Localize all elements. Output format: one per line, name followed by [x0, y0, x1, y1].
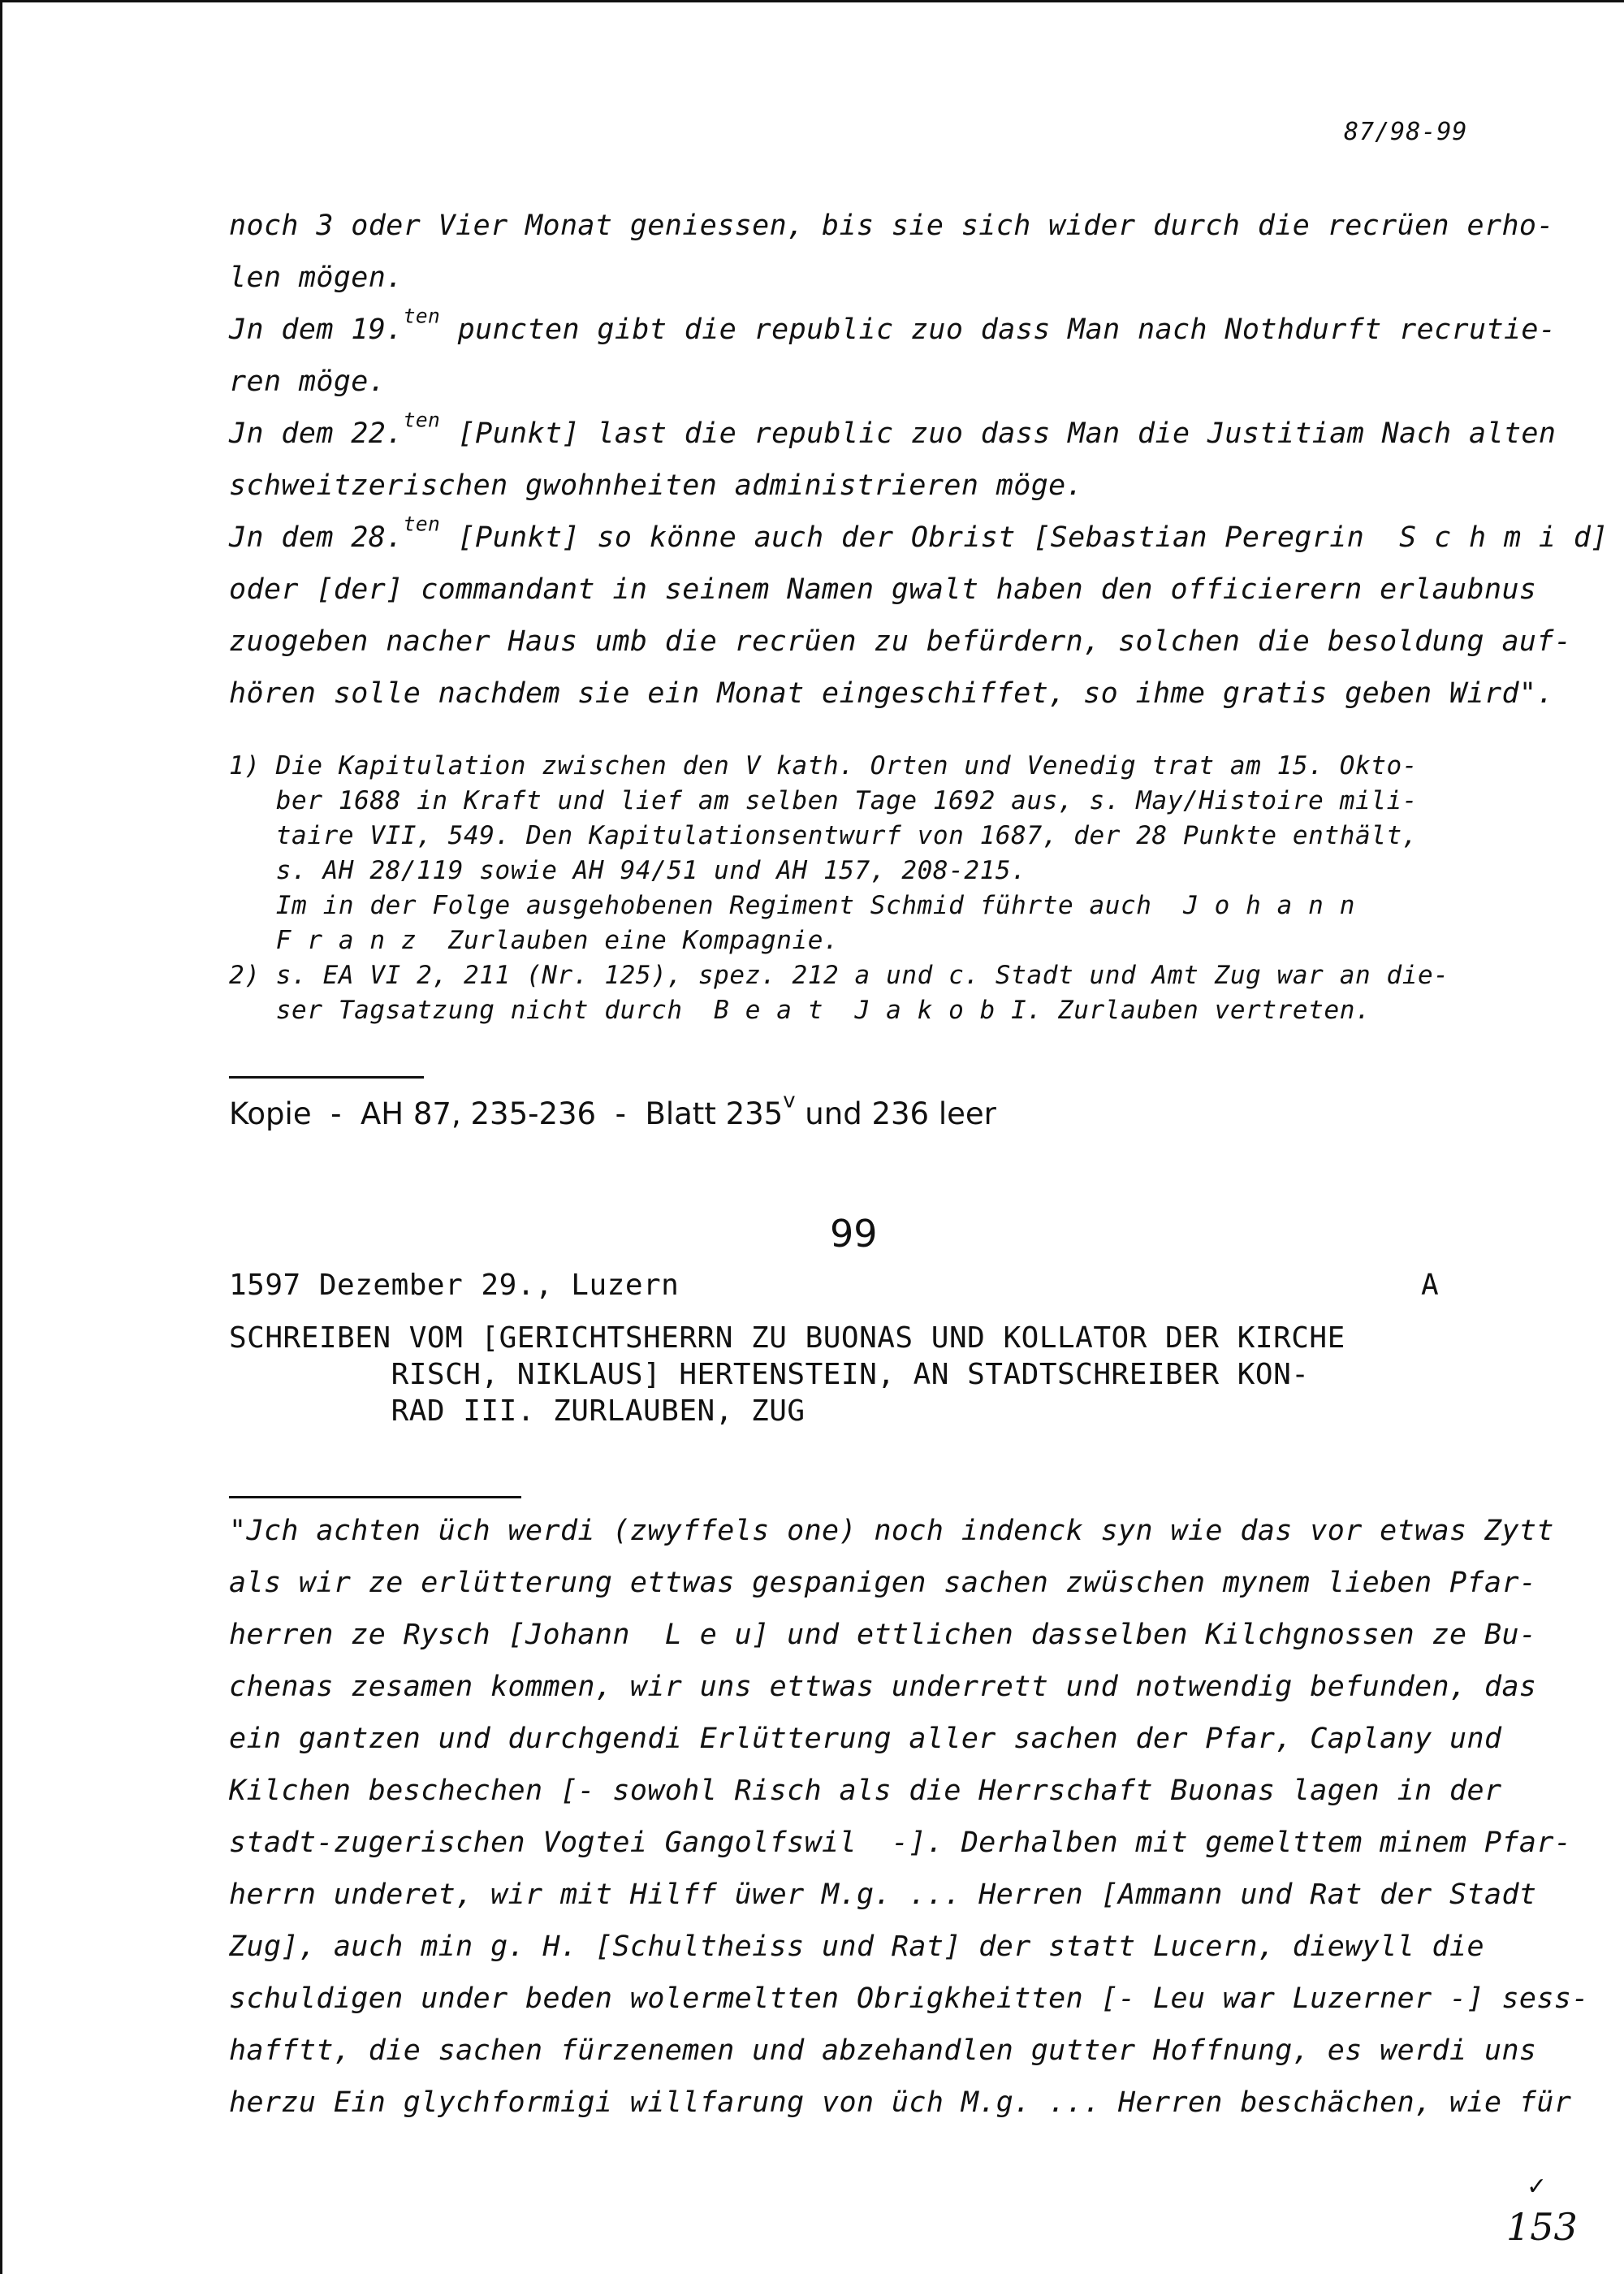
heading-line: SCHREIBEN VOM [GERICHTSHERRN ZU BUONAS UND KOLLATOR DER KIRCHE	[229, 1321, 1345, 1355]
handwritten-page-mark: 153	[1506, 2205, 1578, 2249]
text-line: ren möge.	[229, 365, 387, 398]
body-line: hafftt, die sachen fürzenemen und abzehandlen gutter Hoffnung, es werdi uns	[229, 2034, 1537, 2067]
footnote-line: ser Tagsatzung nicht durch B e a t J a k o b I. Zurlauben vertreten.	[229, 996, 1371, 1025]
checkmark-icon: ✓	[1527, 2172, 1548, 2201]
footnote-line: ber 1688 in Kraft und lief am selben Tage 1692 aus, s. May/Histoire mili-	[229, 786, 1419, 815]
footnote-line: Im in der Folge ausgehobenen Regiment Schmid führte auch J o h a n n	[229, 891, 1355, 920]
footnote-line: 1) Die Kapitulation zwischen den V kath. Orten und Venedig trat am 15. Okto-	[229, 751, 1419, 780]
copy-note: Kopie - AH 87, 235-236 - Blatt 235$^v$ und 236 leer	[229, 1088, 996, 1131]
footnote-line: s. AH 28/119 sowie AH 94/51 und AH 157, 208-215.	[229, 856, 1027, 885]
body-line: stadt-zugerischen Vogtei Gangolfswil -]. Derhalben mit gemelttem minem Pfar-	[229, 1827, 1572, 1859]
separator-rule	[229, 1076, 424, 1079]
body-line: "Jch achten üch werdi (zwyffels one) noch indenck syn wie das vor etwas Zytt	[229, 1515, 1554, 1547]
footnote-line: F r a n z Zurlauben eine Kompagnie.	[229, 926, 840, 955]
text-line: Jn dem 22.$^{ten}$ [Punkt] last die republic zuo dass Man die Justitiam Nach alten	[229, 408, 1557, 450]
separator-rule	[229, 1496, 521, 1498]
heading-line: RAD III. ZURLAUBEN, ZUG	[229, 1394, 806, 1428]
body-line: herrn underet, wir mit Hilff üwer M.g. ... Herren [Ammann und Rat der Stadt	[229, 1878, 1537, 1911]
body-line: Kilchen beschechen [- sowohl Risch als die Herrschaft Buonas lagen in der	[229, 1775, 1502, 1807]
body-line: schuldigen under beden wolermeltten Obrigkheitten [- Leu war Luzerner -] sess-	[229, 1982, 1589, 2015]
body-line: herzu Ein glychformigi willfarung von üch M.g. ... Herren beschächen, wie für	[229, 2086, 1572, 2119]
scan-border-top	[0, 0, 1624, 2]
scan-border-left	[0, 0, 2, 2274]
footnote-line: 2) s. EA VI 2, 211 (Nr. 125), spez. 212 a und c. Stadt und Amt Zug war an die-	[229, 961, 1449, 990]
text-line: oder [der] commandant in seinem Namen gwalt haben den officierern erlaubnus	[229, 573, 1537, 606]
heading-line: RISCH, NIKLAUS] HERTENSTEIN, AN STADTSCHREIBER KON-	[229, 1358, 1310, 1391]
document-type-letter: A	[1421, 1269, 1439, 1302]
text-line: hören solle nachdem sie ein Monat eingeschiffet, so ihme gratis geben Wird".	[229, 677, 1554, 710]
text-line: Jn dem 28.$^{ten}$ [Punkt] so könne auch der Obrist [Sebastian Peregrin S c h m i d]	[229, 512, 1609, 554]
body-line: chenas zesamen kommen, wir uns ettwas underrett und notwendig befunden, das	[229, 1671, 1537, 1703]
footnote-line: taire VII, 549. Den Kapitulationsentwurf von 1687, der 28 Punkte enthält,	[229, 821, 1419, 850]
text-line: zuogeben nacher Haus umb die recrüen zu befürdern, solchen die besoldung auf-	[229, 625, 1572, 658]
text-line: schweitzerischen gwohnheiten administrieren möge.	[229, 469, 1084, 502]
text-line: Jn dem 19.$^{ten}$ puncten gibt die republic zuo dass Man nach Nothdurft recrutie-	[229, 304, 1557, 346]
text-line: len mögen.	[229, 262, 404, 294]
body-line: ein gantzen und durchgendi Erlütterung aller sachen der Pfar, Caplany und	[229, 1723, 1502, 1755]
document-number: 99	[830, 1212, 878, 1256]
body-line: Zug], auch min g. H. [Schultheiss und Rat] der statt Lucern, diewyll die	[229, 1930, 1484, 1963]
date-line: 1597 Dezember 29., Luzern	[229, 1269, 680, 1302]
text-line: noch 3 oder Vier Monat geniessen, bis sie sich wider durch die recrüen erho-	[229, 210, 1554, 242]
archive-reference: 87/98-99	[1344, 118, 1468, 146]
body-line: als wir ze erlütterung ettwas gespanigen sachen zwüschen mynem lieben Pfar-	[229, 1567, 1537, 1599]
body-line: herren ze Rysch [Johann L e u] und ettlichen dasselben Kilchgnossen ze Bu-	[229, 1619, 1537, 1651]
